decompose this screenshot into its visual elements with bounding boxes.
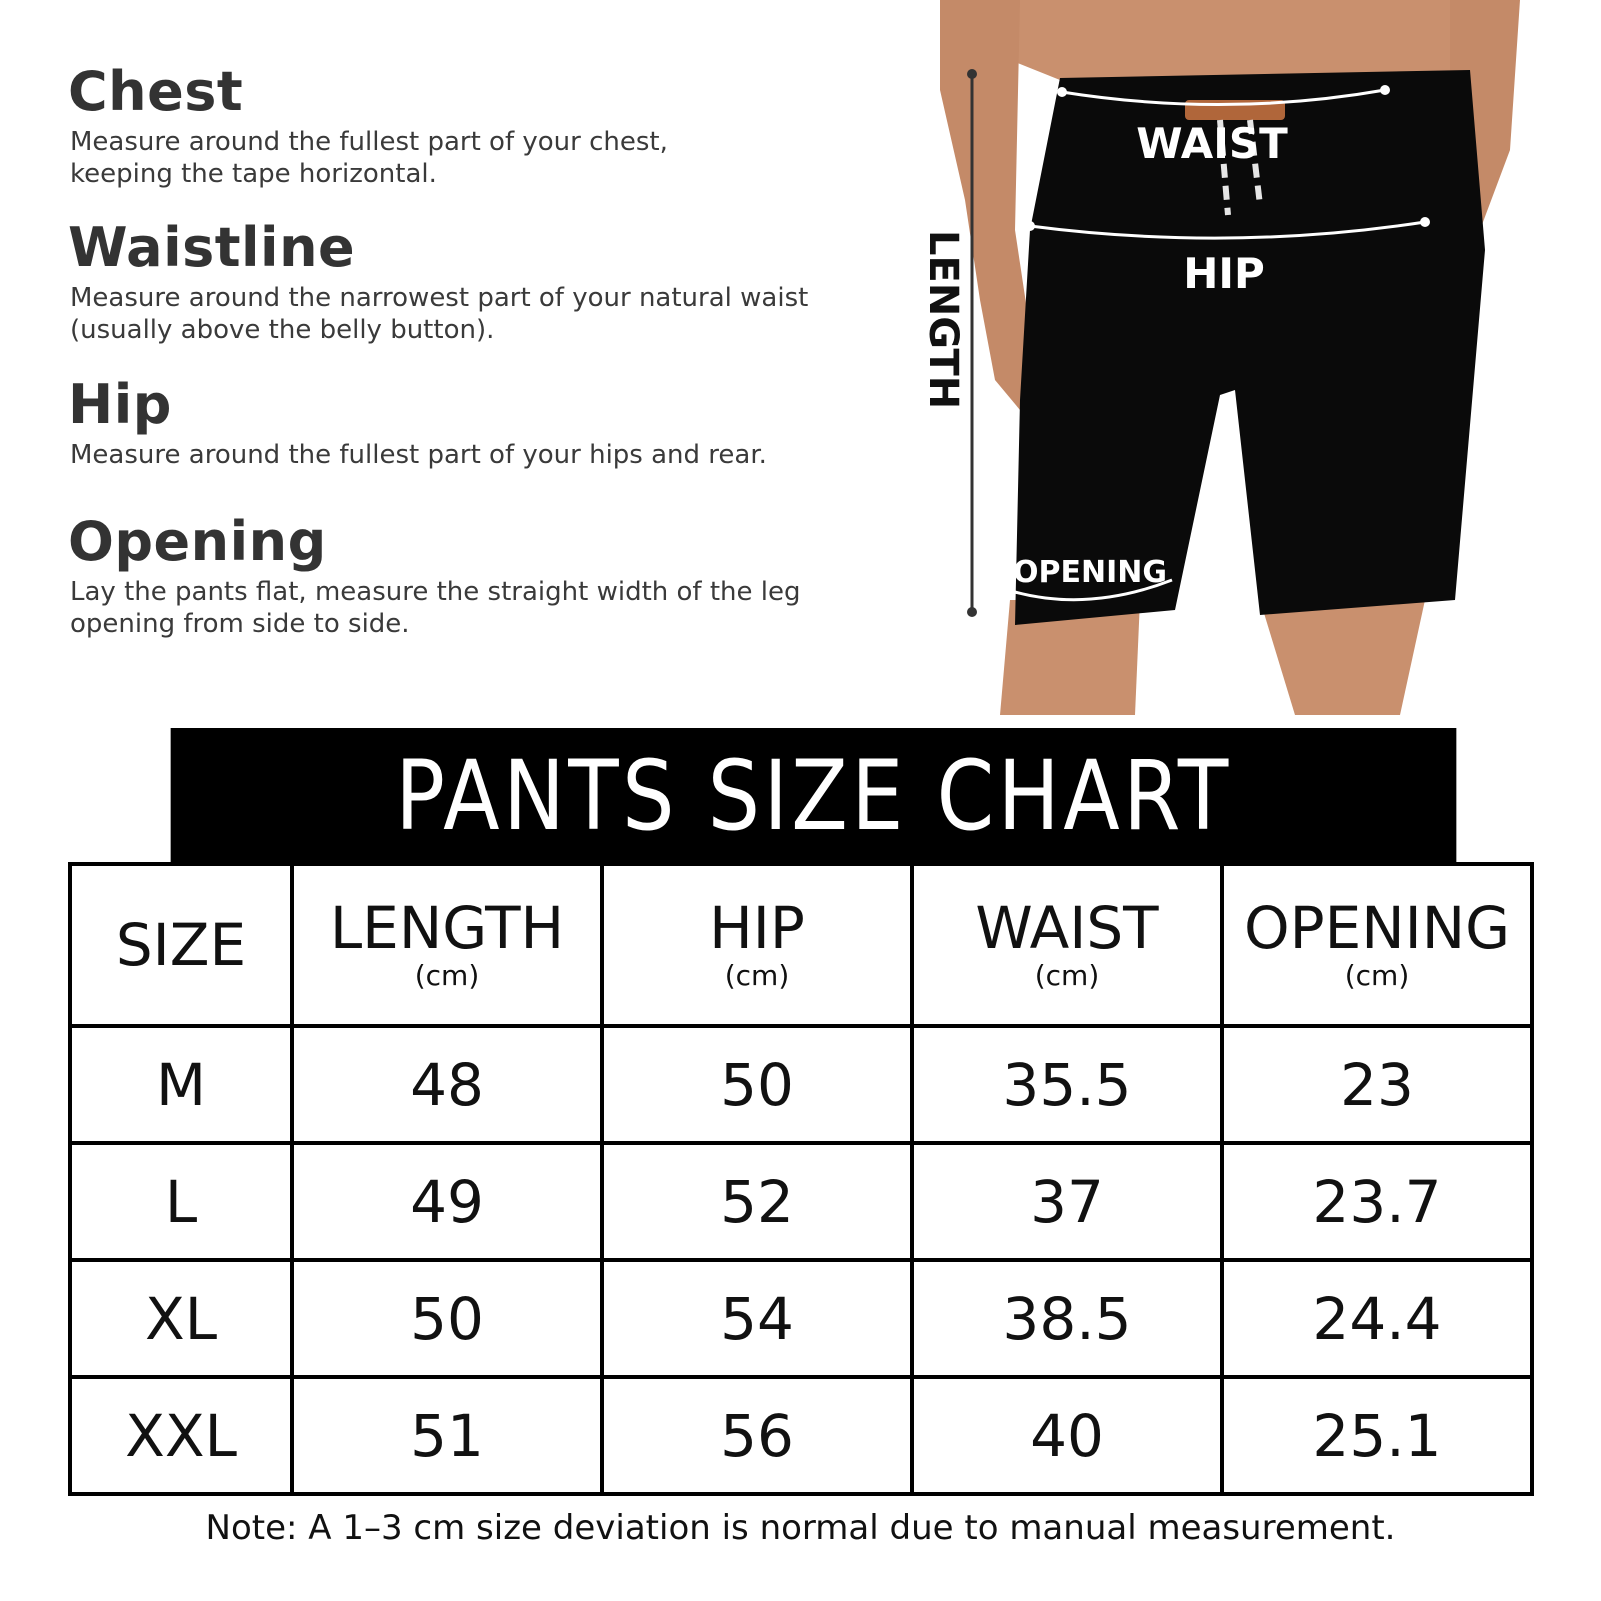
- table-header-row: [70, 864, 1532, 1026]
- guide-title-waistline: Waistline: [68, 216, 356, 279]
- guide-title-hip: Hip: [68, 373, 172, 436]
- header-waist: [912, 864, 1222, 1026]
- header-waist-label: WAIST: [975, 894, 1159, 962]
- guide-text-waistline-line-2: (usually above the belly button).: [70, 315, 495, 345]
- guide-text-opening-line-2: opening from side to side.: [70, 609, 410, 639]
- cell-waist: 37: [912, 1143, 1222, 1260]
- label-opening: OPENING: [1013, 555, 1167, 590]
- cell-length: 51: [292, 1377, 602, 1494]
- table-row: [70, 1377, 1532, 1494]
- cell-length: 50: [292, 1260, 602, 1377]
- cell-hip: 56: [602, 1377, 912, 1494]
- guide-text-chest: [70, 126, 868, 190]
- hip-line-dot-right: [1420, 217, 1430, 227]
- size-chart-title: PANTS SIZE CHART: [171, 728, 1457, 864]
- guide-title-chest: Chest: [68, 60, 244, 123]
- guide-waistline: [68, 218, 868, 346]
- header-length-unit: (cm): [414, 959, 480, 992]
- shorts-figure: [910, 0, 1570, 715]
- label-length: LENGTH: [920, 230, 966, 410]
- header-length: [292, 864, 602, 1026]
- guide-chest: [68, 62, 868, 190]
- cell-waist: 40: [912, 1377, 1222, 1494]
- cell-size: M: [70, 1026, 292, 1143]
- length-line-end-bottom: [967, 607, 977, 617]
- waist-line-dot-left: [1057, 87, 1067, 97]
- cell-hip: 54: [602, 1260, 912, 1377]
- guide-text-opening: [70, 576, 868, 640]
- cell-opening: 23.7: [1222, 1143, 1532, 1260]
- table-row: [70, 1260, 1532, 1377]
- header-size: [70, 864, 292, 1026]
- guide-text-hip-line-1: Measure around the fullest part of your hips and rear.: [70, 440, 767, 470]
- guide-text-chest-line-1: Measure around the fullest part of your chest,: [70, 127, 668, 157]
- cell-waist: 35.5: [912, 1026, 1222, 1143]
- cell-opening: 24.4: [1222, 1260, 1532, 1377]
- header-opening-label: OPENING: [1243, 894, 1511, 962]
- guide-text-waistline: [70, 282, 868, 346]
- cell-opening: 25.1: [1222, 1377, 1532, 1494]
- header-hip-unit: (cm): [724, 959, 790, 992]
- measurement-note: Note: A 1–3 cm size deviation is normal due to manual measurement.: [205, 1508, 1396, 1548]
- cell-hip: 52: [602, 1143, 912, 1260]
- header-opening-unit: (cm): [1344, 959, 1410, 992]
- guide-text-hip: [70, 439, 868, 471]
- guide-text-chest-line-2: keeping the tape horizontal.: [70, 159, 437, 189]
- header-waist-unit: (cm): [1034, 959, 1100, 992]
- label-hip: HIP: [1183, 249, 1265, 298]
- guide-hip: [68, 375, 868, 471]
- hip-line-dot-left: [1025, 221, 1035, 231]
- cell-hip: 50: [602, 1026, 912, 1143]
- guide-text-opening-line-1: Lay the pants flat, measure the straight width of the leg: [70, 577, 801, 607]
- right-leg-skin: [1260, 600, 1425, 715]
- guide-text-waistline-line-1: Measure around the narrowest part of your natural waist: [70, 283, 809, 313]
- cell-size: XL: [70, 1260, 292, 1377]
- cell-length: 48: [292, 1026, 602, 1143]
- header-hip-label: HIP: [709, 894, 805, 962]
- cell-opening: 23: [1222, 1026, 1532, 1143]
- label-waist: WAIST: [1136, 119, 1288, 168]
- table-row: [70, 1143, 1532, 1260]
- size-chart-table: [68, 862, 1534, 1496]
- guide-opening: [68, 512, 868, 640]
- header-size-label: SIZE: [115, 911, 247, 979]
- header-hip: [602, 864, 912, 1026]
- header-opening: [1222, 864, 1532, 1026]
- table-row: [70, 1026, 1532, 1143]
- guide-title-opening: Opening: [68, 510, 327, 573]
- torso-skin: [965, 0, 1515, 80]
- length-line-end-top: [967, 69, 977, 79]
- waist-line-dot-right: [1380, 85, 1390, 95]
- cell-length: 49: [292, 1143, 602, 1260]
- header-length-label: LENGTH: [329, 894, 565, 962]
- cell-waist: 38.5: [912, 1260, 1222, 1377]
- cell-size: L: [70, 1143, 292, 1260]
- cell-size: XXL: [70, 1377, 292, 1494]
